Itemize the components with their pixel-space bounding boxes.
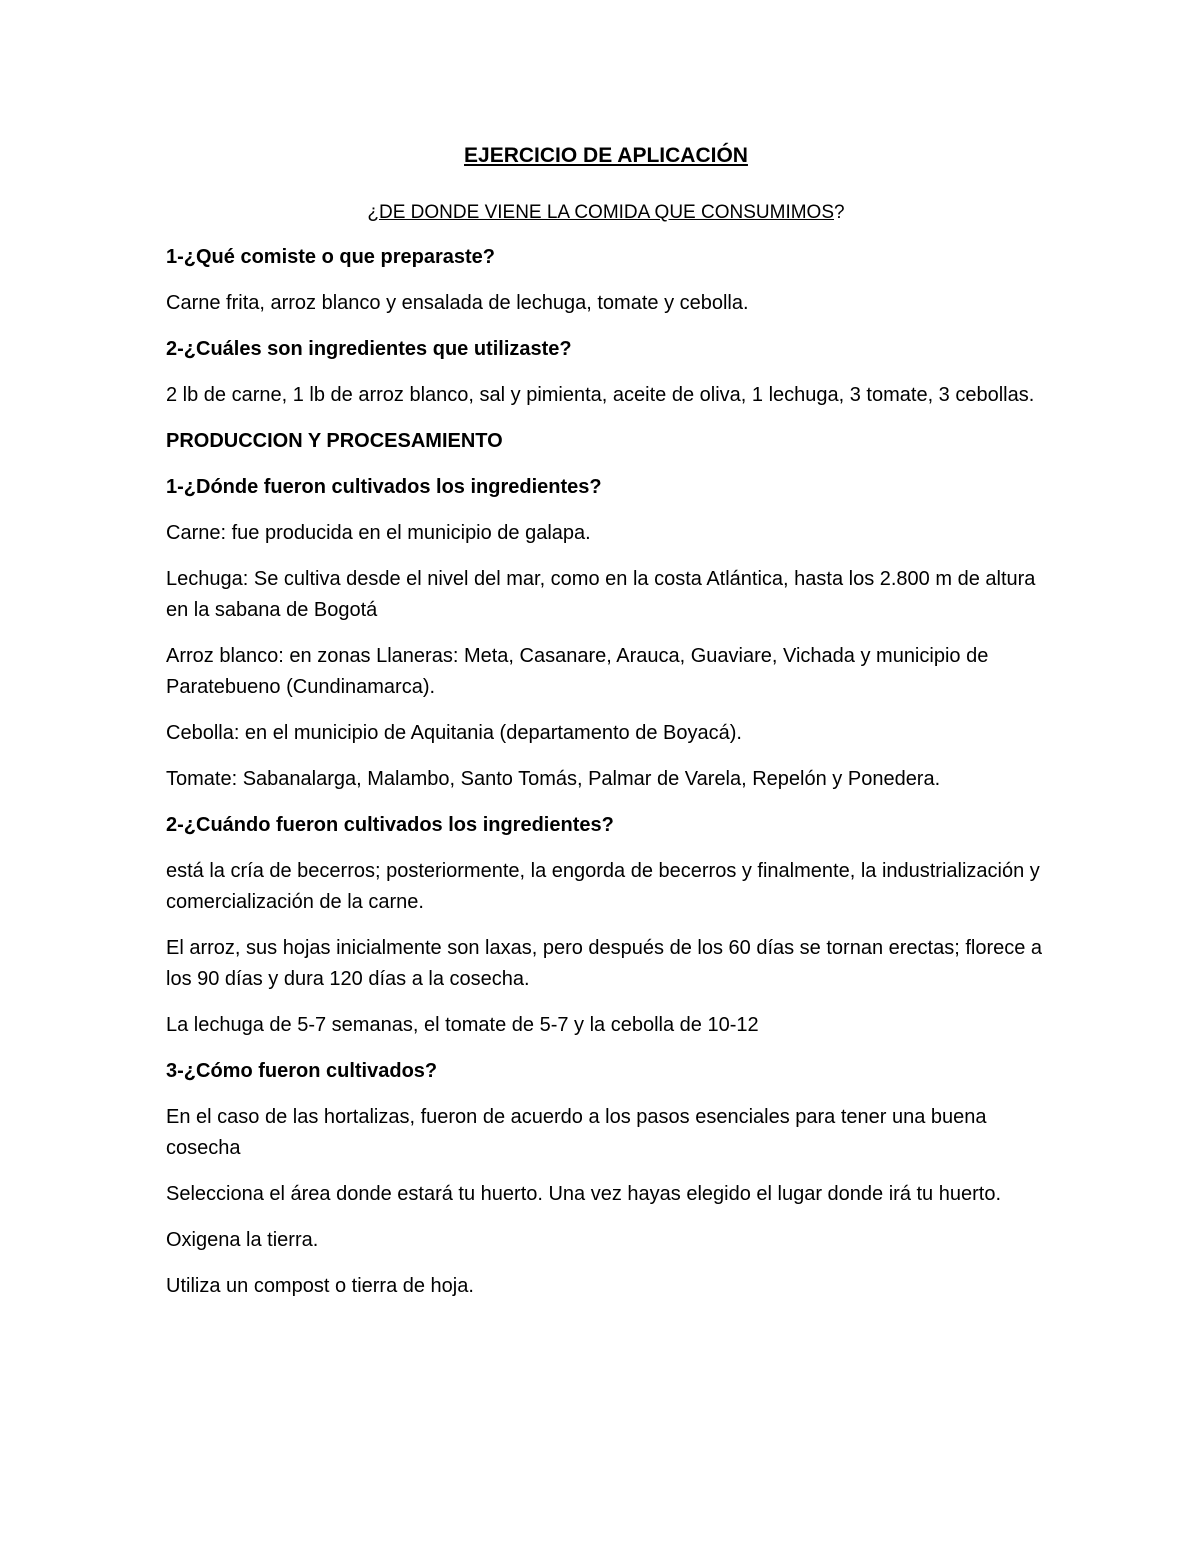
document-body	[166, 140, 1046, 1317]
answer-hortalizas-timeline: La lechuga de 5-7 semanas, el tomate de 5-7 y la cebolla de 10-12	[166, 1014, 759, 1036]
answer-lechuga-origin: Lechuga: Se cultiva desde el nivel del mar, como en la costa Atlántica, hasta los 2.800 m de altura en la sabana de Bogotá	[166, 568, 1036, 621]
subtitle-question-mark: ?	[834, 202, 845, 223]
answer-use-compost: Utiliza un compost o tierra de hoja.	[166, 1275, 474, 1297]
section-heading-produccion: PRODUCCION Y PROCESAMIENTO	[166, 430, 503, 452]
question-ingredients: 2-¿Cuáles son ingredientes que utilizaste?	[166, 338, 572, 360]
answer-tomate-origin: Tomate: Sabanalarga, Malambo, Santo Tomás, Palmar de Varela, Repelón y Ponedera.	[166, 768, 941, 790]
answer-hortalizas-steps: En el caso de las hortalizas, fueron de acuerdo a los pasos esenciales para tener una buena cosecha	[166, 1106, 987, 1159]
answer-arroz-origin: Arroz blanco: en zonas Llaneras: Meta, Casanare, Arauca, Guaviare, Vichada y municipio de Paratebueno (Cundinamarca).	[166, 645, 989, 698]
answer-arroz-timeline: El arroz, sus hojas inicialmente son laxas, pero después de los 60 días se tornan erectas; florece a los 90 días y dura 120 días a la cosecha.	[166, 937, 1043, 990]
question-where-grown: 1-¿Dónde fueron cultivados los ingredientes?	[166, 476, 602, 498]
question-what-ate: 1-¿Qué comiste o que preparaste?	[166, 246, 495, 268]
answer-what-ate: Carne frita, arroz blanco y ensalada de lechuga, tomate y cebolla.	[166, 292, 749, 314]
question-how-grown: 3-¿Cómo fueron cultivados?	[166, 1060, 438, 1082]
answer-cebolla-origin: Cebolla: en el municipio de Aquitania (departamento de Boyacá).	[166, 722, 742, 744]
subtitle-underlined-text: ¿DE DONDE VIENE LA COMIDA QUE CONSUMIMOS	[367, 202, 835, 223]
answer-carne-origin: Carne: fue producida en el municipio de galapa.	[166, 522, 591, 544]
answer-oxygenate-soil: Oxigena la tierra.	[166, 1229, 319, 1251]
document-subtitle	[166, 198, 1046, 228]
document-title: EJERCICIO DE APLICACIÓN	[464, 144, 748, 167]
answer-select-area: Selecciona el área donde estará tu huerto. Una vez hayas elegido el lugar donde irá tu huerto.	[166, 1183, 1001, 1205]
question-when-grown: 2-¿Cuándo fueron cultivados los ingredientes?	[166, 814, 614, 836]
answer-carne-timeline: está la cría de becerros; posteriormente, la engorda de becerros y finalmente, la industrialización y comercialización de la carne.	[166, 860, 1040, 913]
answer-ingredients: 2 lb de carne, 1 lb de arroz blanco, sal y pimienta, aceite de oliva, 1 lechuga, 3 tomate, 3 cebollas.	[166, 384, 1035, 406]
